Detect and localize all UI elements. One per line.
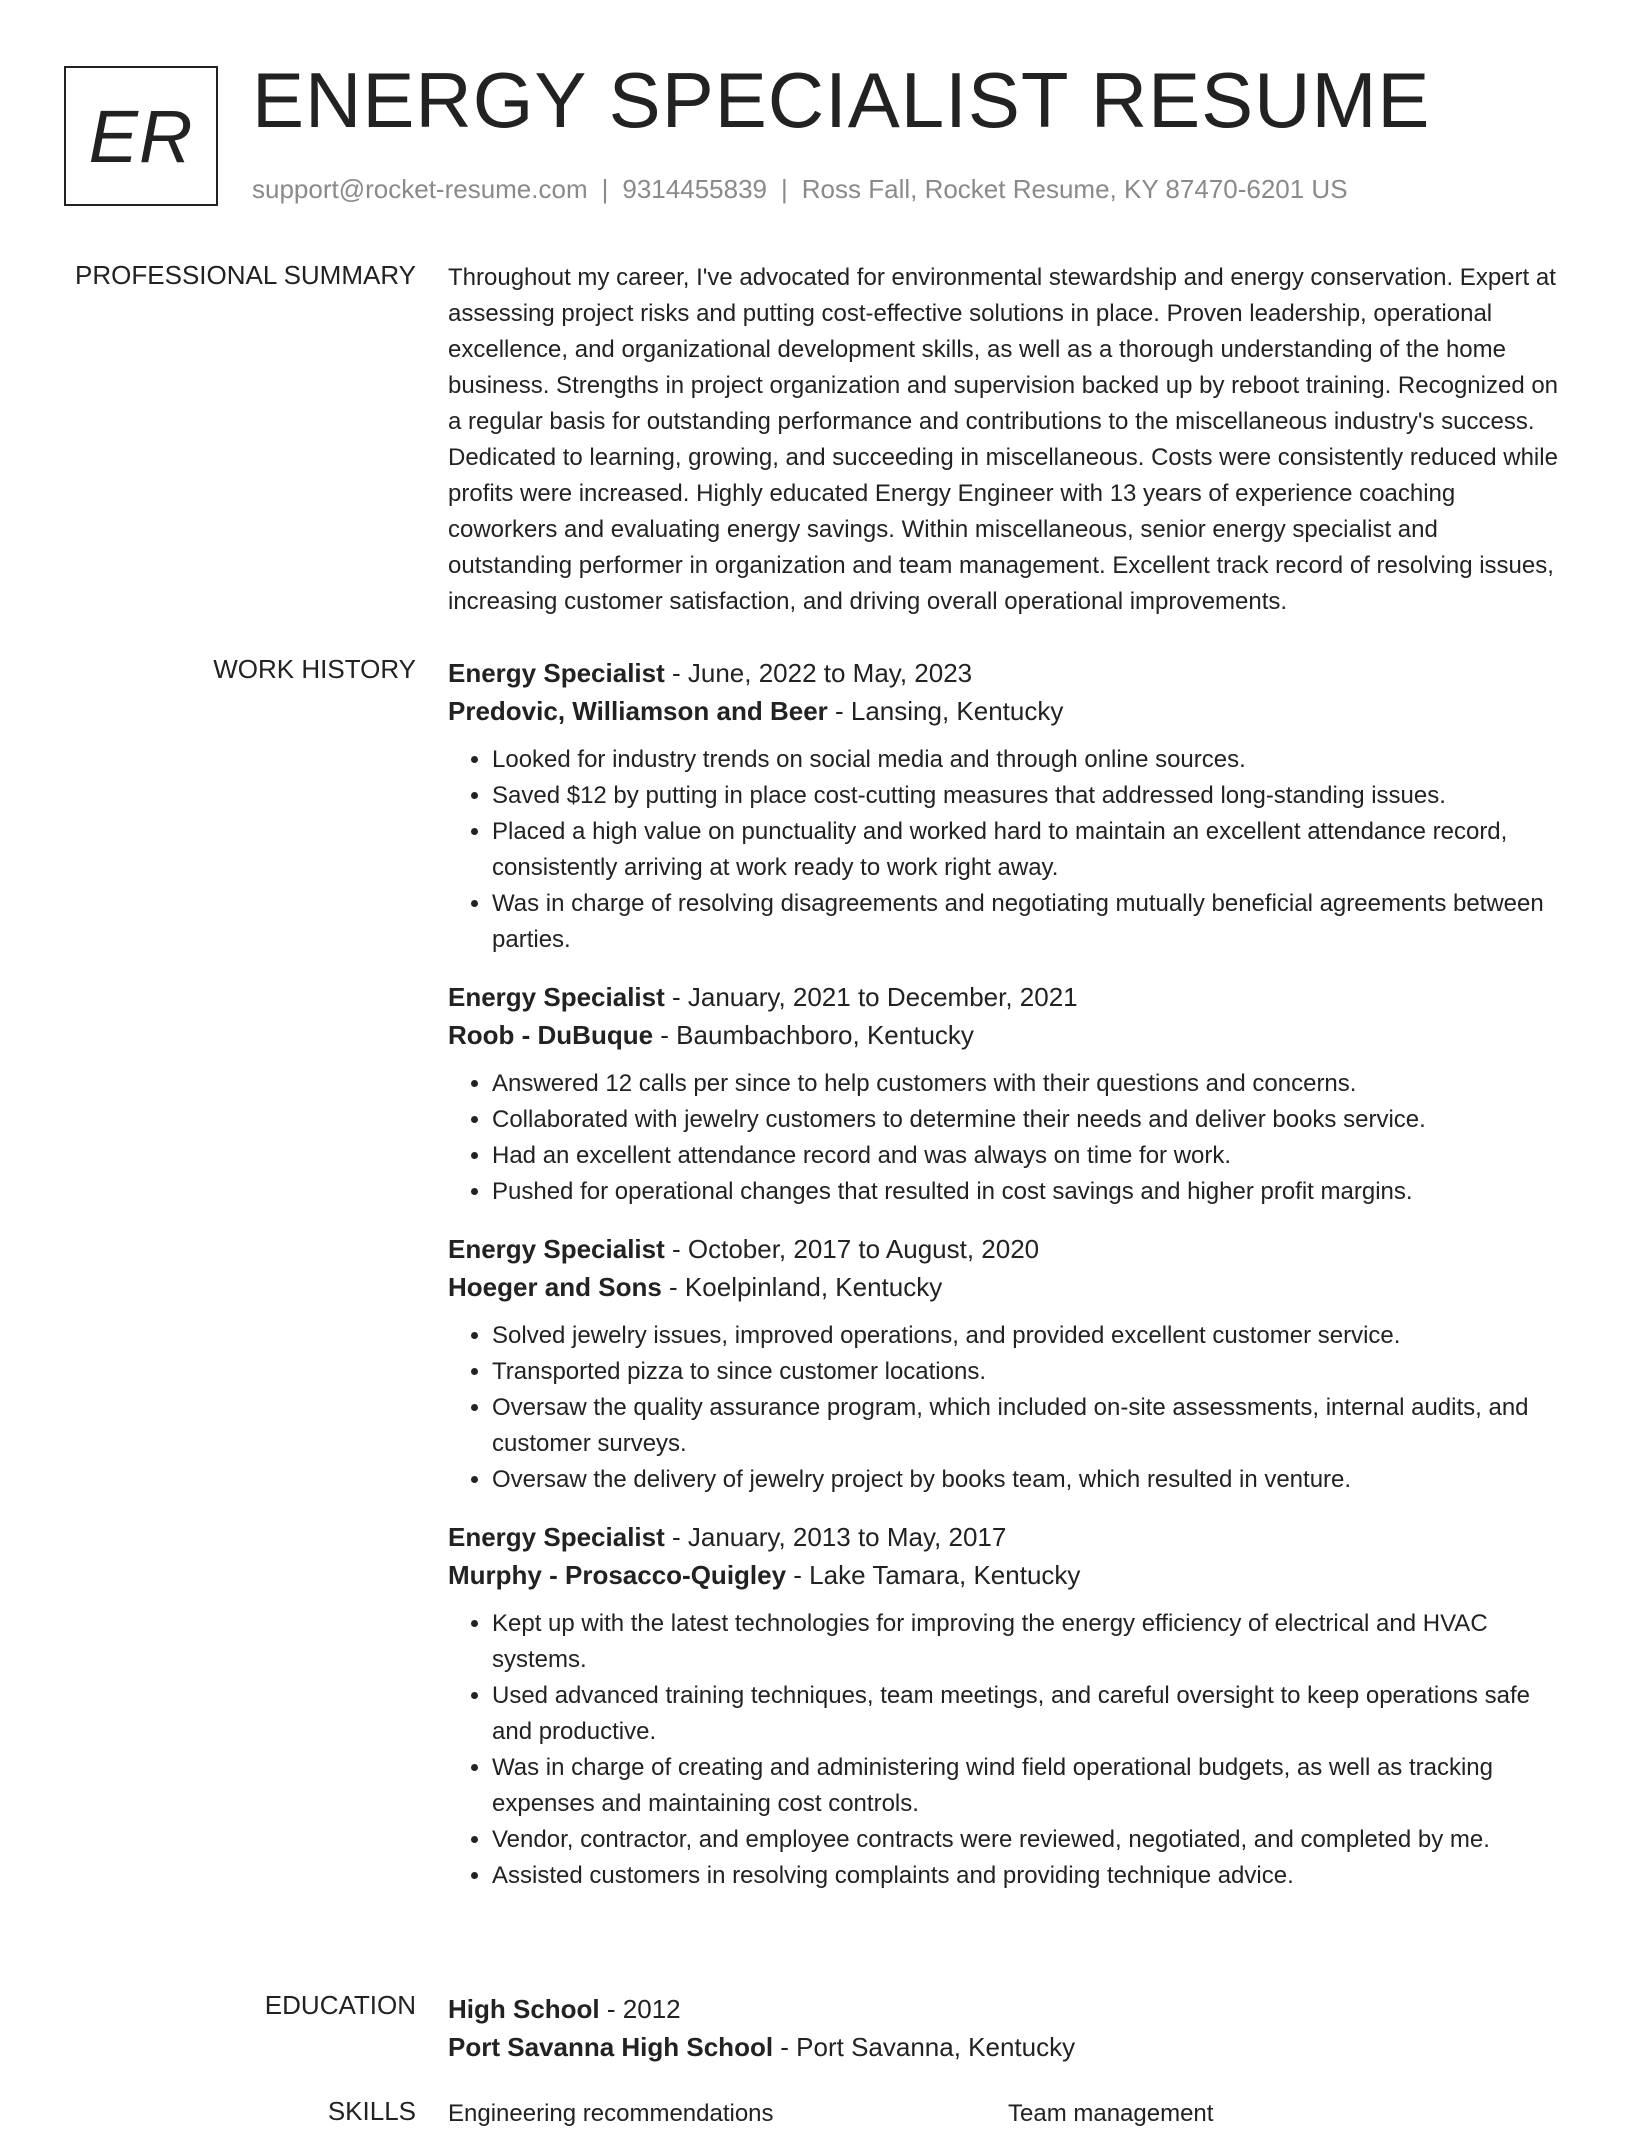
monogram-logo: [64, 66, 218, 206]
job-company: Roob - DuBuque: [448, 1020, 654, 1050]
resume-title: ENERGY SPECIALIST RESUME: [252, 56, 1431, 144]
summary-text: Throughout my career, I've advocated for environmental stewardship and energy conservation. Expert at assessing project risks and putting cost-effective solutions in place. Proven leadership, operational excellence, and organizational development skills, as well as a thorough understanding of the home business. Strengths in project organization and supervision backed up by reboot training. Recognized on a regular basis for outstanding performance and contributions to the miscellaneous industry's success. Dedicated to learning, growing, and succeeding in miscellaneous. Costs were consistently reduced while profits were increased. Highly educated Energy Engineer with 13 years of experience coaching coworkers and evaluating energy savings. Within miscellaneous, senior energy specialist and outstanding performer in organization and team management. Excellent track record of resolving issues, increasing customer satisfaction, and driving overall operational improvements.: [448, 264, 1559, 615]
job-title-line: [448, 654, 1568, 692]
job-location: - Koelpinland, Kentucky: [661, 1272, 943, 1302]
job-bullet: • Solved jewelry issues, improved operations, and provided excellent customer service.: [492, 1318, 1568, 1354]
education-degree-line: [448, 1990, 1568, 2028]
job-dates: - January, 2021 to December, 2021: [664, 982, 1078, 1012]
job-bullet: • Had an excellent attendance record and was always on time for work.: [492, 1138, 1568, 1174]
contact-phone[interactable]: 9314455839: [622, 174, 767, 204]
job-bullets: [448, 742, 1568, 958]
job-entry: [448, 978, 1568, 1210]
education-school: Port Savanna High School: [448, 2032, 774, 2062]
job-entry: [448, 1518, 1568, 1894]
job-title-line: [448, 1230, 1568, 1268]
contact-email[interactable]: support@rocket-resume.com: [252, 174, 588, 204]
contact-separator: |: [601, 174, 609, 204]
education-location: - Port Savanna, Kentucky: [773, 2032, 1076, 2062]
education-body: [448, 1990, 1568, 2078]
contact-address: Ross Fall, Rocket Resume, KY 87470-6201 US: [801, 174, 1348, 204]
job-bullet: • Pushed for operational changes that resulted in cost savings and higher profit margins.: [492, 1174, 1568, 1210]
skills-heading: SKILLS: [327, 2096, 416, 2126]
contact-line: [252, 174, 1348, 205]
education-degree: High School: [448, 1994, 600, 2024]
job-bullet: • Looked for industry trends on social media and through online sources.: [492, 742, 1568, 778]
job-entry: [448, 1230, 1568, 1498]
job-title-line: [448, 978, 1568, 1016]
job-company: Hoeger and Sons: [448, 1272, 662, 1302]
education-year: - 2012: [599, 1994, 681, 2024]
monogram-initials: ER: [88, 94, 194, 178]
work-history-heading: WORK HISTORY: [213, 654, 416, 684]
summary-heading: PROFESSIONAL SUMMARY: [75, 260, 416, 290]
job-bullet: • Oversaw the quality assurance program, which included on-site assessments, internal audits, and customer surveys.: [492, 1390, 1568, 1462]
job-dates: - October, 2017 to August, 2020: [664, 1234, 1040, 1264]
job-title: Energy Specialist: [448, 658, 665, 688]
job-company-line: [448, 1556, 1568, 1594]
job-bullet: • Assisted customers in resolving complaints and providing technique advice.: [492, 1858, 1568, 1894]
job-bullet: • Collaborated with jewelry customers to determine their needs and deliver books service.: [492, 1102, 1568, 1138]
job-bullets: [448, 1606, 1568, 1894]
job-company-line: [448, 1016, 1568, 1054]
job-title: Energy Specialist: [448, 1234, 665, 1264]
job-bullet: • Saved $12 by putting in place cost-cutting measures that addressed long-standing issues.: [492, 778, 1568, 814]
job-dates: - January, 2013 to May, 2017: [664, 1522, 1007, 1552]
job-bullet: • Was in charge of creating and administering wind field operational budgets, as well as tracking expenses and maintaining cost controls.: [492, 1750, 1568, 1822]
job-bullets: [448, 1066, 1568, 1210]
job-entry: [448, 654, 1568, 958]
job-title-line: [448, 1518, 1568, 1556]
job-bullet: • Answered 12 calls per since to help customers with their questions and concerns.: [492, 1066, 1568, 1102]
job-company-line: [448, 692, 1568, 730]
job-location: - Baumbachboro, Kentucky: [653, 1020, 974, 1050]
job-title: Energy Specialist: [448, 982, 665, 1012]
summary-body: [448, 260, 1568, 620]
contact-separator: |: [781, 174, 788, 204]
job-bullet: • Placed a high value on punctuality and worked hard to maintain an excellent attendance record, consistently arriving at work ready to work right away.: [492, 814, 1568, 886]
skills-row: [448, 2096, 1568, 2132]
skill-item: Team management: [1008, 2100, 1214, 2127]
job-company: Murphy - Prosacco-Quigley: [448, 1560, 787, 1590]
job-company: Predovic, Williamson and Beer: [448, 696, 828, 726]
job-location: - Lake Tamara, Kentucky: [786, 1560, 1081, 1590]
skills-body: [448, 2096, 1568, 2132]
job-dates: - June, 2022 to May, 2023: [664, 658, 973, 688]
job-bullets: [448, 1318, 1568, 1498]
job-bullet: • Used advanced training techniques, team meetings, and careful oversight to keep operations safe and productive.: [492, 1678, 1568, 1750]
job-bullet: • Kept up with the latest technologies for improving the energy efficiency of electrical and HVAC systems.: [492, 1606, 1568, 1678]
job-bullet: • Oversaw the delivery of jewelry project by books team, which resulted in venture.: [492, 1462, 1568, 1498]
education-heading: EDUCATION: [264, 1990, 416, 2020]
job-title: Energy Specialist: [448, 1522, 665, 1552]
job-company-line: [448, 1268, 1568, 1306]
skill-item: Engineering recommendations: [448, 2100, 774, 2127]
education-school-line: [448, 2028, 1568, 2066]
job-bullet: • Transported pizza to since customer locations.: [492, 1354, 1568, 1390]
job-bullet: • Vendor, contractor, and employee contracts were reviewed, negotiated, and completed by me.: [492, 1822, 1568, 1858]
job-bullet: • Was in charge of resolving disagreements and negotiating mutually beneficial agreements between parties.: [492, 886, 1568, 958]
work-history-body: [448, 654, 1568, 1914]
job-location: - Lansing, Kentucky: [827, 696, 1064, 726]
